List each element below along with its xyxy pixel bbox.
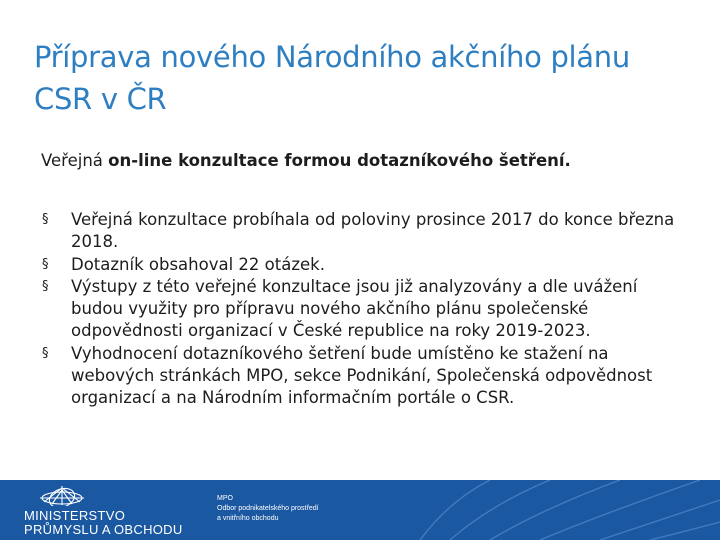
bullet-item xyxy=(41,276,691,343)
footer-info-line3: a vnitřního obchodu xyxy=(217,515,279,522)
logo-globe-icon xyxy=(32,484,92,506)
bullet-text: Výstupy z této veřejné konzultace jsou již analyzovány a dle uvážení budou využity pro přípravu nového akčního plánu společenské odpovědnosti organizací v České republice na roky 2019-2023. xyxy=(71,276,638,341)
bullet-icon: § xyxy=(42,212,49,227)
bullet-text: Veřejná konzultace probíhala od poloviny prosince 2017 do konce března 2018. xyxy=(71,210,675,252)
bullet-icon: § xyxy=(42,278,49,294)
logo-text-line1: MINISTERSTVO xyxy=(24,508,126,523)
footer-bar xyxy=(0,480,720,540)
bullet-icon: § xyxy=(42,256,49,272)
bullet-item xyxy=(41,254,691,276)
footer-decoration xyxy=(380,480,720,540)
slide-title: Příprava nového Národního akčního plánu CSR v ČR xyxy=(34,40,630,116)
footer-department-info xyxy=(217,494,319,524)
intro-bold-text: on-line konzultace formou dotazníkového šetření. xyxy=(108,151,571,170)
bullet-icon: § xyxy=(42,345,49,361)
intro-prefix: Veřejná xyxy=(41,151,109,170)
bullet-list xyxy=(41,209,691,410)
footer-info-line2: Odbor podnikatelského prostředí xyxy=(217,505,319,512)
logo-text-line2: PRŮMYSLU A OBCHODU xyxy=(24,522,183,537)
intro-paragraph xyxy=(41,150,691,172)
bullet-text: Vyhodnocení dotazníkového šetření bude umístěno ke stažení na webových stránkách MPO, sekce Podnikání, Společenská odpovědnost organizací a na Národním informačním portále o CSR. xyxy=(71,343,653,408)
bullet-item xyxy=(41,209,691,254)
bullet-text: Dotazník obsahoval 22 otázek. xyxy=(71,254,325,274)
ministry-logo xyxy=(24,484,194,538)
bullet-item xyxy=(41,343,691,410)
footer-info-line1: MPO xyxy=(217,495,233,502)
